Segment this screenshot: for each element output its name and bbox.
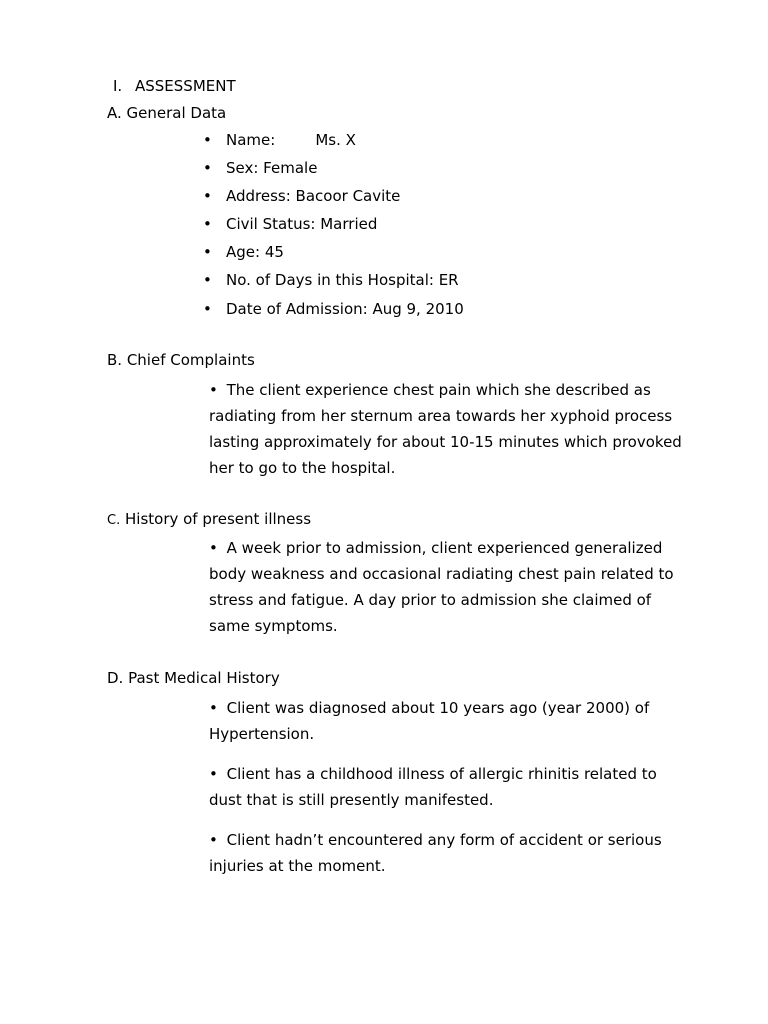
paragraph-text: Client has a childhood illness of allergic rhinitis related to dust that is still presently manifested. <box>209 765 657 809</box>
paragraph-text: Client was diagnosed about 10 years ago (year 2000) of Hypertension. <box>209 699 650 743</box>
name-value: Ms. X <box>315 131 356 149</box>
bullet-icon: • <box>203 131 212 149</box>
chief-complaints-heading: B. Chief Complaints <box>107 351 255 369</box>
section-title <box>113 77 236 95</box>
list-item <box>203 185 464 213</box>
present-illness-heading <box>107 510 311 528</box>
bullet-icon: • <box>209 381 218 399</box>
present-illness-title: History of present illness <box>125 510 312 528</box>
bullet-icon: • <box>209 539 218 557</box>
present-illness-paragraph <box>209 535 689 639</box>
general-data-heading: A. General Data <box>107 104 227 122</box>
general-data-list <box>203 129 464 326</box>
admission-date-text: Date of Admission: Aug 9, 2010 <box>226 299 464 318</box>
civil-status-text: Civil Status: Married <box>226 215 378 234</box>
name-label: Name: <box>226 131 276 149</box>
list-item <box>203 269 464 297</box>
list-item <box>203 213 464 241</box>
paragraph-text: A week prior to admission, client experienced generalized body weakness and occasional radiating chest pain related to stress and fatigue. A day prior to admission she claimed of same symptoms. <box>209 539 674 635</box>
bullet-icon: • <box>209 765 218 783</box>
bullet-icon: • <box>209 699 218 717</box>
age-text: Age: 45 <box>226 243 284 262</box>
past-history-paragraph <box>209 695 689 747</box>
paragraph-text: The client experience chest pain which she described as radiating from her sternum area towards her xyphoid process lasting approximately for about 10-15 minutes which provoked her to go to the hospital. <box>209 381 682 477</box>
list-item <box>203 157 464 185</box>
bullet-icon: • <box>203 159 212 178</box>
bullet-icon: • <box>203 299 212 318</box>
bullet-icon: • <box>209 831 218 849</box>
list-item <box>203 129 464 157</box>
past-history-heading: D. Past Medical History <box>107 669 280 687</box>
chief-complaints-paragraph <box>209 377 689 481</box>
days-in-hospital-text: No. of Days in this Hospital: ER <box>226 271 459 290</box>
past-history-paragraph <box>209 827 689 879</box>
bullet-icon: • <box>203 243 212 262</box>
bullet-icon: • <box>203 187 212 206</box>
section-roman-numeral: I. <box>113 77 123 95</box>
list-item <box>203 241 464 269</box>
past-history-paragraph <box>209 761 689 813</box>
list-item <box>203 298 464 326</box>
section-title-text: ASSESSMENT <box>135 77 236 95</box>
sex-text: Sex: Female <box>226 159 318 178</box>
address-text: Address: Bacoor Cavite <box>226 187 401 206</box>
present-illness-letter: C. <box>107 513 121 528</box>
bullet-icon: • <box>203 215 212 234</box>
bullet-icon: • <box>203 271 212 290</box>
paragraph-text: Client hadn’t encountered any form of accident or serious injuries at the moment. <box>209 831 662 875</box>
